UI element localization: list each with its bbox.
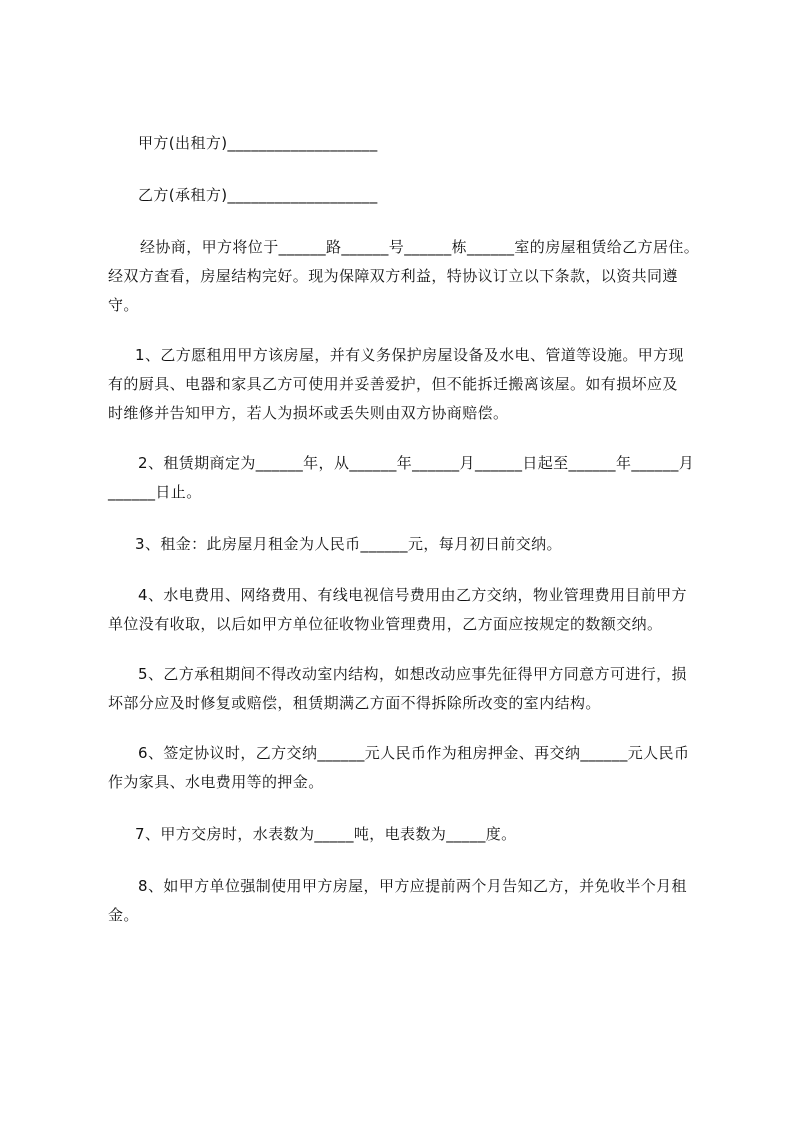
clause-2-line-2: ______日止。 bbox=[108, 483, 202, 501]
clause-3-line-1: 3、租金：此房屋月租金为人民币______元，每月初日前交纳。 bbox=[135, 535, 562, 553]
intro-line-3: 守。 bbox=[108, 296, 139, 314]
intro-line-1: 经协商，甲方将位于______路______号______栋______室的房屋租赁给乙方居住。 bbox=[140, 238, 700, 256]
party-b-line: 乙方(承租方)___________________ bbox=[138, 186, 378, 204]
clause-6-line-2: 作为家具、水电费用等的押金。 bbox=[108, 773, 324, 791]
clause-1-line-1: 1、乙方愿租用甲方该房屋，并有义务保护房屋设备及水电、管道等设施。甲方现 bbox=[135, 346, 684, 364]
clause-4-line-2: 单位没有收取，以后如甲方单位征收物业管理费用，乙方面应按规定的数额交纳。 bbox=[108, 615, 663, 633]
party-a-line: 甲方(出租方)___________________ bbox=[138, 134, 378, 152]
clause-1-line-2: 有的厨具、电器和家具乙方可使用并妥善爱护，但不能拆迁搬离该屋。如有损坏应及 bbox=[108, 375, 678, 393]
clause-8-line-1: 8、如甲方单位强制使用甲方房屋，甲方应提前两个月告知乙方，并免收半个月租 bbox=[138, 877, 687, 895]
clause-5-line-1: 5、乙方承租期间不得改动室内结构，如想改动应事先征得甲方同意方可进行，损 bbox=[138, 665, 687, 683]
clause-8-line-2: 金。 bbox=[108, 906, 139, 924]
clause-5-line-2: 坏部分应及时修复或赔偿，租赁期满乙方面不得拆除所改变的室内结构。 bbox=[108, 694, 601, 712]
intro-line-2: 经双方查看，房屋结构完好。现为保障双方利益，特协议订立以下条款，以资共同遵 bbox=[108, 267, 678, 285]
clause-1-line-3: 时维修并告知甲方，若人为损坏或丢失则由双方协商赔偿。 bbox=[108, 404, 509, 422]
clause-4-line-1: 4、水电费用、网络费用、有线电视信号费用由乙方交纳，物业管理费用目前甲方 bbox=[138, 586, 687, 604]
clause-2-line-1: 2、租赁期商定为______年，从______年______月______日起至______年______月 bbox=[138, 454, 695, 472]
clause-6-line-1: 6、签定协议时，乙方交纳______元人民币作为租房押金、再交纳______元人民币 bbox=[138, 744, 690, 762]
clause-7-line-1: 7、甲方交房时，水表数为_____吨，电表数为_____度。 bbox=[135, 825, 517, 843]
